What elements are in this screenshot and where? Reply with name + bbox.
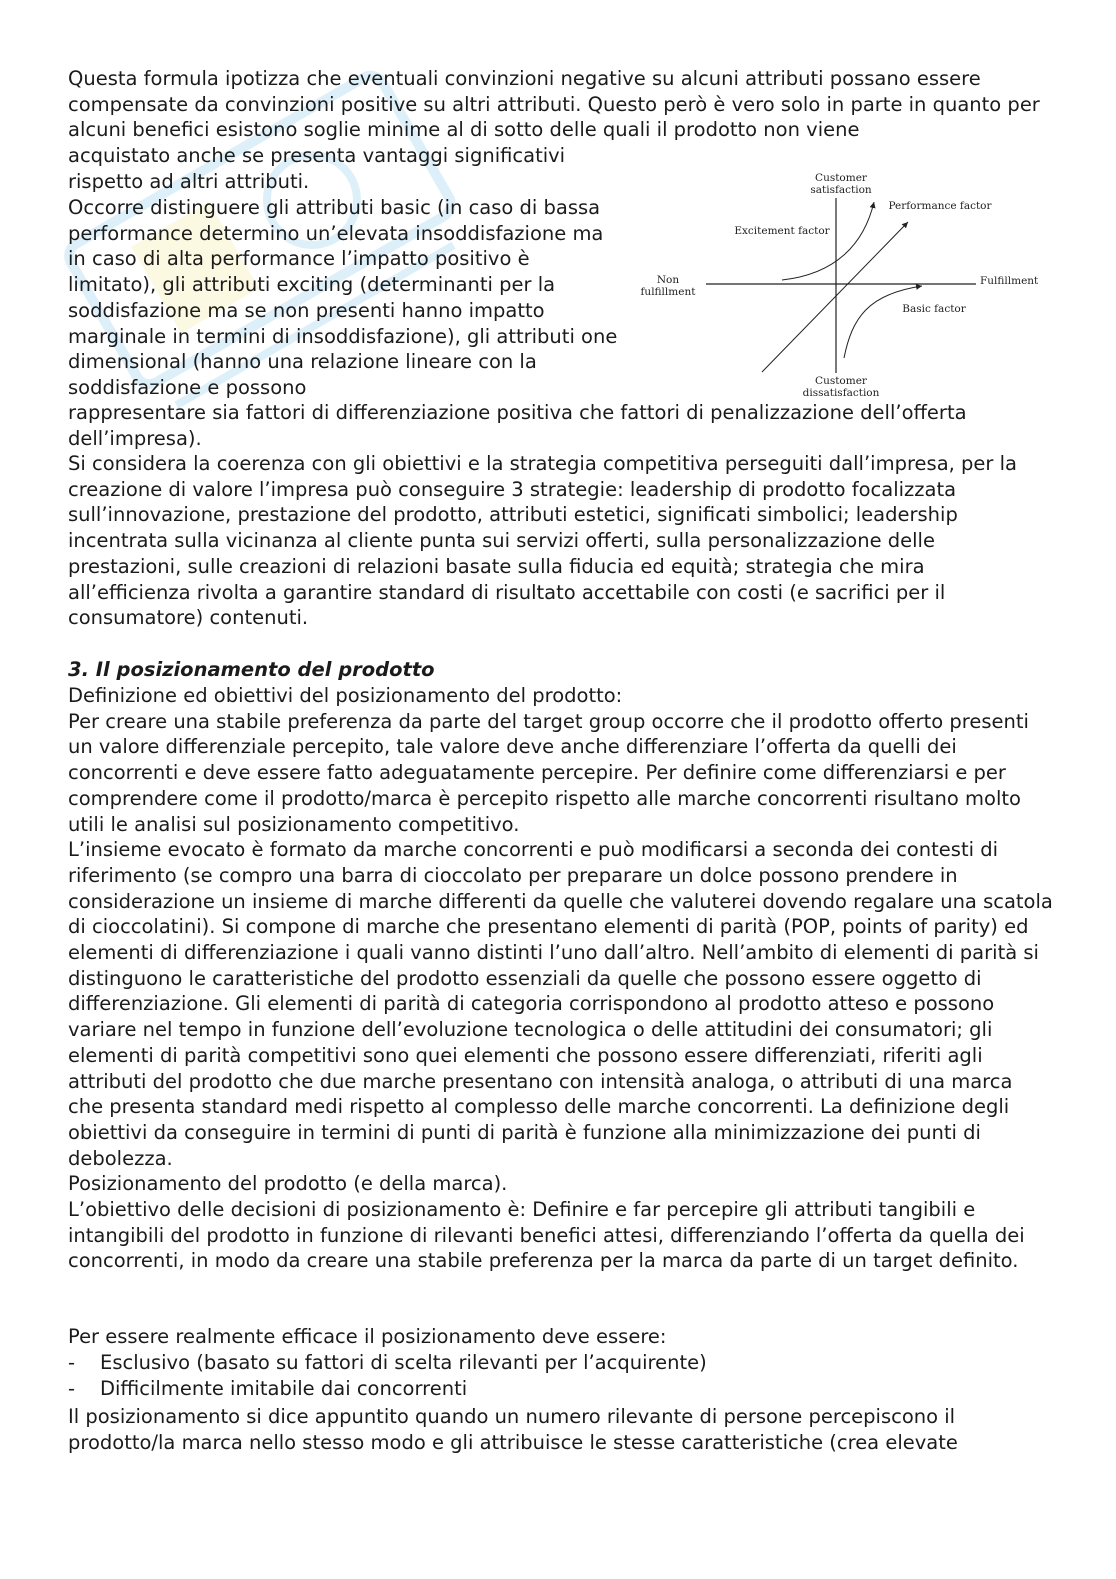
- x-left-label-line1: Non: [656, 274, 680, 286]
- y-bottom-label-line2: dissatisfaction: [802, 387, 880, 399]
- list-text: Difficilmente imitabile dai concorrenti: [100, 1377, 468, 1400]
- list-item: [68, 1350, 1048, 1376]
- x-right-label: Fulfillment: [980, 275, 1039, 287]
- list-dash: -: [68, 1351, 76, 1374]
- section-body: Definizione ed obiettivi del posizionamento del prodotto: Per creare una stabile preferenza da parte del target group occorre che il prodotto offerto presenti un valore differenziale percepito, tale valore deve anche differenziare l’offerta da quelli dei concorrenti e deve essere fatto adeguatamente percepire. Per definire come differenziarsi e per comprendere come il prodotto/marca è percepito rispetto alle marche concorrenti risultano molto utili le analisi sul posizionamento competitivo. L’insieme evocato è formato da marche concorrenti e può modificarsi a seconda dei contesti di riferimento (se compro una barra di cioccolato per preparare un dolce possono prendere in considerazione un insieme di marche differenti da quelle che valuterei dovendo regalare una scatola di cioccolatini). Si compone di marche che presentano elementi di parità (POP, points of parity) ed elementi di differenziazione i quali vanno distinti l’uno dall’altro. Nell’ambito di elementi di parità si distinguono le caratteristiche del prodotto essenziali da quelle che possono essere oggetto di differenziazione. Gli elementi di parità di categoria corrispondono al prodotto atteso e possono variare nel tempo in funzione dell’evoluzione tecnologica o delle attitudini dei consumatori; gli elementi di parità competitivi sono quei elementi che possono essere differenziati, riferiti agli attributi del prodotto che due marche presentano con intensità analoga, o attributi di una marca che presenta standard medi rispetto al complesso delle marche concorrenti. La definizione degli obiettivi da conseguire in termini di punti di parità è funzione alla minimizzazione dei punti di debolezza. Posizionamento del prodotto (e della marca). L’obiettivo delle decisioni di posizionamento è: Definire e far percepire gli attributi tangibili e intangibili del prodotto in funzione di rilevanti benefici attesi, differenziando l’offerta da quella dei concorrenti, in modo da creare una stabile preferenza per la marca da parte di un target definito.: [68, 684, 1053, 1273]
- closing-paragraph: Il posizionamento si dice appuntito quando un numero rilevante di persone percepiscono il prodotto/la marca nello stesso modo e gli attribuisce le stesse caratteristiche (crea elevate: [68, 1405, 962, 1454]
- performance-factor-label: Performance factor: [888, 200, 992, 212]
- basic-factor-label: Basic factor: [902, 303, 966, 315]
- y-top-label-line1: Customer: [815, 172, 867, 184]
- excitement-factor-label: Excitement factor: [734, 225, 830, 237]
- kano-diagram-svg: [636, 168, 1046, 400]
- x-left-label-line2: fulfillment: [640, 286, 696, 298]
- list-item: [68, 1376, 1048, 1402]
- intro-paragraph-end: rispetto ad altri attributi.: [68, 170, 310, 193]
- performance-factor-line: [762, 222, 908, 372]
- attributes-paragraph-continued: rappresentare sia fattori di differenziazione positiva che fattori di penalizzazione dell’offerta dell’impresa).: [68, 401, 973, 450]
- effectiveness-intro: Per essere realmente efficace il posizionamento deve essere:: [68, 1325, 667, 1348]
- kano-diagram: [636, 168, 1046, 400]
- y-top-label-line2: satisfaction: [810, 184, 872, 196]
- section-heading: 3. Il posizionamento del prodotto: [68, 658, 435, 681]
- strategy-paragraph: Si considera la coerenza con gli obiettivi e la strategia competitiva perseguiti dall’impresa, per la creazione di valore l’impresa può conseguire 3 strategie: leadership di prodotto focalizzata sull’innovazione, prestazione del prodotto, attributi estetici, significati simbolici; leadership incentrata sulla vicinanza al cliente punta sui servizi offerti, sulla personalizzazione delle prestazioni, sulle creazioni di relazioni basate sulla fiducia ed equità; strategia che mira all’efficienza rivolta a garantire standard di risultato accettabile con costi (e sacrifici per il consumatore) contenuti.: [68, 452, 1024, 630]
- attributes-paragraph: Occorre distinguere gli attributi basic (in caso di bassa performance determino un’elevata insoddisfazione ma in caso di alta performance l’impatto positivo è limitato), gli attributi exciting (determinanti per la soddisfazione ma se non presenti hanno impatto marginale in termini di insoddisfazione), gli attributi one dimensional (hanno una relazione lineare con la soddisfazione e possono: [68, 196, 624, 399]
- y-bottom-label-line1: Customer: [815, 375, 867, 387]
- intro-paragraph-continued: acquistato anche se presenta vantaggi significativi: [68, 144, 566, 167]
- list-dash: -: [68, 1377, 76, 1400]
- basic-factor-curve: [844, 286, 922, 358]
- list-text: Esclusivo (basato su fattori di scelta rilevanti per l’acquirente): [100, 1351, 707, 1374]
- intro-paragraph: Questa formula ipotizza che eventuali convinzioni negative su alcuni attributi possano essere compensate da convinzioni positive su altri attributi. Questo però è vero solo in parte in quanto per alcuni benefici esistono soglie minime al di sotto delle quali il prodotto non viene: [68, 67, 1047, 142]
- excitement-factor-curve: [782, 202, 874, 280]
